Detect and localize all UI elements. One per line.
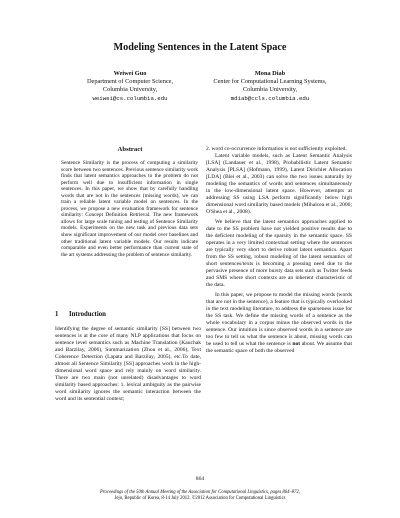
- intro-paragraph: Identifying the degree of semantic similarity [SS] between two sentences is at the core of many NLP applications that focus on sentence level semantics such as Machine Translation (Kauchak and Barzilay, 2006), Summarization (Zhou et al., 2006), Text Coherence Detection (Lapata and Barzilay, 2005), etc.To date, almost all Sentence Similarity [SS] approaches work in the high-dimensional word space and rely mainly on word similarity. There are two main (not unrelated) disadvantages to word similarity based approaches: 1. lexical ambiguity as the pairwise word similarity ignores the semantic interaction between the word and its sentential context;: [55, 326, 201, 402]
- section-number: 1: [55, 311, 59, 318]
- footer-proceedings: Proceedings of the 50th Annual Meeting of the Association for Computational Linguistics, pages 864–872,: [99, 490, 301, 495]
- emphasis-text: not: [292, 341, 301, 347]
- text-run: In this paper, we propose to model the missing words (words that are not in the sentence), a feature that is typically overlooked in the text modeling literature, to address the sparseness issue for the SS task. We define the missing words of a sentence as the whole vocabulary in a corpus minus the observed words in the sentence. Our intuition is since observed words in a sentence are too few to tell us what the sentence is about, missing words can be used to tell us what the sentence is: [206, 292, 352, 347]
- page-number: 864: [195, 476, 205, 482]
- author-name: Mona Diab: [254, 70, 286, 77]
- author-email: weiwei@cs.columbia.edu: [92, 94, 168, 102]
- author-name: Weiwei Guo: [113, 70, 147, 77]
- page-footer: [0, 490, 400, 502]
- footer-venue: Jeju, Republic of Korea, 8-14 July 2012. ©2012 Association for Computational Linguistics: [114, 495, 286, 501]
- left-column-body: [55, 326, 201, 403]
- abstract-text: Sentence Similarity is the process of computing a similarity score between two sentences. Previous sentence similarity work finds that latent semantics approaches to the problem do not perform well due to insufficient information in single sentences. In this paper, we show that by carefully handling words that are not in the sentences (missing words), we can train a reliable latent variable model on sentences. In the process, we propose a new evaluation framework for sentence similarity: Concept Definition Retrieval. The new framework allows for large scale tuning and testing of Sentence Similarity models. Experiments on the new task and previous data sets show significant improvement of our model over baselines and other traditional latent variable models. Our results indicate comparable and even better performance than current state of the art systems addressing the problem of sentence similarity.: [61, 160, 198, 258]
- right-column-body: [206, 146, 352, 355]
- author-institution: Columbia University,: [242, 86, 298, 94]
- author-block-1: [66, 70, 194, 103]
- body-paragraph: 2. word co-occurrence information is not sufficiently exploited.: [206, 146, 347, 152]
- section-heading: [55, 311, 106, 318]
- body-paragraph: We believe that the latent semantics approaches applied to date to the SS problem have not yielded positive results due to the deficient modeling of the sparsity in the semantic space. SS operates in a very limited contextual setting where the sentences are typically very short to derive robust latent semantics. Apart from the SS setting, robust modeling of the latent semantics of short sentences/texts is becoming a pressing need due to the pervasive presence of more bursty data sets such as Twitter feeds and SMS where short contexts are an inherent characteristic of the data.: [206, 219, 352, 288]
- author-affiliation: Department of Computer Science,: [86, 78, 174, 86]
- author-block-2: [206, 70, 334, 103]
- section-title: Introduction: [69, 311, 106, 318]
- body-paragraph: Latent variable models, such as Latent Semantic Analysis [LSA] (Landauer et al., 1998), Probabilistic Latent Semantic Analysis [PLSA] (Hofmann, 1999), Latent Dirichlet Allocation [LDA] (Blei et al., 2003) can solve the two issues naturally by modeling the semantics of words and sentences simultaneously in the low-dimensional latent space. However, attempts at addressing SS using LSA perform significantly below high dimensional word similarity based models (Mihalcea et al., 2006; O'Shea et al., 2008).: [206, 153, 352, 215]
- author-institution: Columbia University,: [102, 86, 158, 94]
- author-email: mdiab@ccls.columbia.edu: [230, 94, 310, 102]
- abstract-heading: Abstract: [117, 146, 143, 153]
- body-paragraph: [206, 292, 352, 355]
- text-run: about. We assume that the semantic space of both the observed: [206, 341, 352, 354]
- author-affiliation: Center for Computational Learning Systems,: [213, 78, 327, 86]
- paper-title: Modeling Sentences in the Latent Space: [113, 42, 287, 53]
